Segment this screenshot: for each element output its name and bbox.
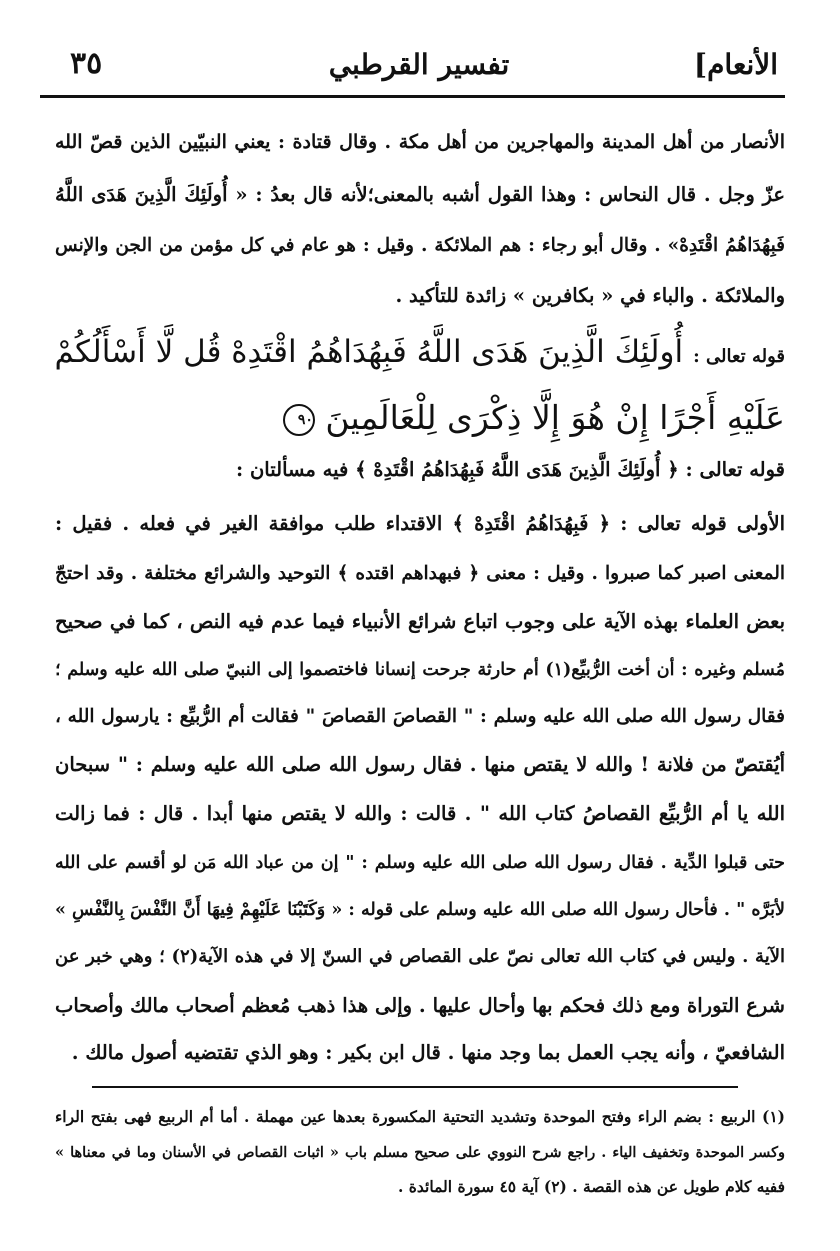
text-line: الأولى قوله تعالى : ﴿ فَبِهُدَاهُمُ اقْتَدِهْ ﴾ الاقتداء طلب موافقة الغير في فعله . فقيل :: [55, 512, 785, 535]
quran-verse-line: [55, 322, 785, 382]
text-line: قوله تعالى : ﴿ أُولَئِكَ الَّذِينَ هَدَى اللَّهُ فَبِهُدَاهُمُ اقْتَدِهْ ﴾ فيه مسألتان :: [236, 458, 785, 481]
text-line: أيُقتصّ من فلانة ! والله لا يقتص منها . فقال رسول الله صلى الله عليه وسلم : " سبحان: [55, 753, 785, 776]
text-line: الأنصار من أهل المدينة والمهاجرين من أهل مكة . وقال قتادة : يعني النبيّين الذين قصّ الله: [55, 131, 785, 153]
book-title: تفسير القرطبي: [328, 48, 510, 81]
verse-text: عَلَيْهِ أَجْرًا إِنْ هُوَ إِلَّا ذِكْرَى لِلْعَالَمِينَ: [325, 398, 785, 437]
header-rule: [40, 95, 785, 98]
text-line: بعض العلماء بهذه الآية على وجوب اتباع شرائع الأنبياء فيما عدم فيه النص ، كما في صحيح: [55, 610, 785, 633]
text-line: الآية . وليس في كتاب الله تعالى نصّ على القصاص في السنّ إلا في هذه الآية(٢) ؛ وهي خبر عن: [55, 946, 785, 967]
verse-text: أُولَئِكَ الَّذِينَ هَدَى اللَّهُ فَبِهُدَاهُمُ اقْتَدِهْ قُل لَّا أَسْأَلُكُمْ: [54, 334, 684, 370]
text-line: فَبِهُدَاهُمُ اقْتَدِهْ» . وقال أبو رجاء : هم الملائكة . وقيل : هو عام في كل مؤمن من الجن والإنس: [55, 235, 785, 256]
text-line: حتى قبلوا الدِّية . فقال رسول الله صلى الله عليه وسلم : " إن من عباد الله مَن لو أقسم على الله: [55, 853, 785, 873]
text-line: المعنى اصبر كما صبروا . وقيل : معنى ﴿ فبهداهم اقتده ﴾ التوحيد والشرائع مختلفة . وقد احتجّ: [55, 563, 785, 584]
page-header: [60, 42, 778, 94]
text-line: شرع التوراة ومع ذلك فحكم بها وأحال عليها . وإلى هذا ذهب مُعظم أصحاب مالك وأصحاب: [55, 994, 785, 1017]
text-line: الله يا أم الرُّبيِّع القصاصُ كتاب الله " . قالت : والله لا يقتص منها أبدا . قال : فما زالت: [55, 802, 785, 825]
text-line: فقال رسول الله صلى الله عليه وسلم : " القصاصَ القصاصَ " فقالت أم الرُّبيِّع : يارسول الله ،: [55, 706, 785, 727]
surah-name: الأنعام]: [693, 48, 778, 81]
footnote-rule: [92, 1086, 738, 1088]
ayah-number-marker: ٩٠: [283, 404, 315, 436]
quran-verse-line: [55, 388, 785, 448]
text-line: الشافعيّ ، وأنه يجب العمل بما وجد منها . قال ابن بكير : وهو الذي تقتضيه أصول مالك .: [71, 1041, 785, 1064]
text-line: عزّ وجل . قال النحاس : وهذا القول أشبه بالمعنى؛لأنه قال بعدُ : « أُولَئِكَ الَّذِينَ هَدَى اللَّهُ: [55, 183, 785, 206]
text-line: والملائكة . والباء في « بكافرين » زائدة للتأكيد .: [395, 284, 785, 307]
page-number: ٣٥: [70, 46, 103, 81]
footnote-line: ففيه كلام طويل عن هذه القصة . (٢) آية ٤٥ سورة المائدة .: [398, 1177, 785, 1196]
footnote-line: وكسر الموحدة وتخفيف الياء . راجع شرح النووي على صحيح مسلم باب « اثبات القصاص في الأسنان وما في معناها »: [55, 1144, 785, 1161]
footnote-line: (١) الربيع : بضم الراء وفتح الموحدة وتشديد التحتية المكسورة بعدها عين مهملة . أما أم الربيع فهى بفتح الراء: [55, 1107, 785, 1126]
verse-lead: قوله تعالى :: [693, 346, 785, 367]
text-line: مُسلم وغيره : أن أخت الرُّبيِّع(١) أم حارثة جرحت إنسانا فاختصموا إلى النبيّ صلى الله عليه وسلم ؛: [55, 660, 785, 680]
text-line: لأبَرَّه " . فأحال رسول الله صلى الله عليه وسلم على قوله : « وَكَتَبْنَا عَلَيْهِمْ فِيهَا أَنَّ النَّفْسَ بِالنَّفْسِ »: [55, 900, 785, 920]
